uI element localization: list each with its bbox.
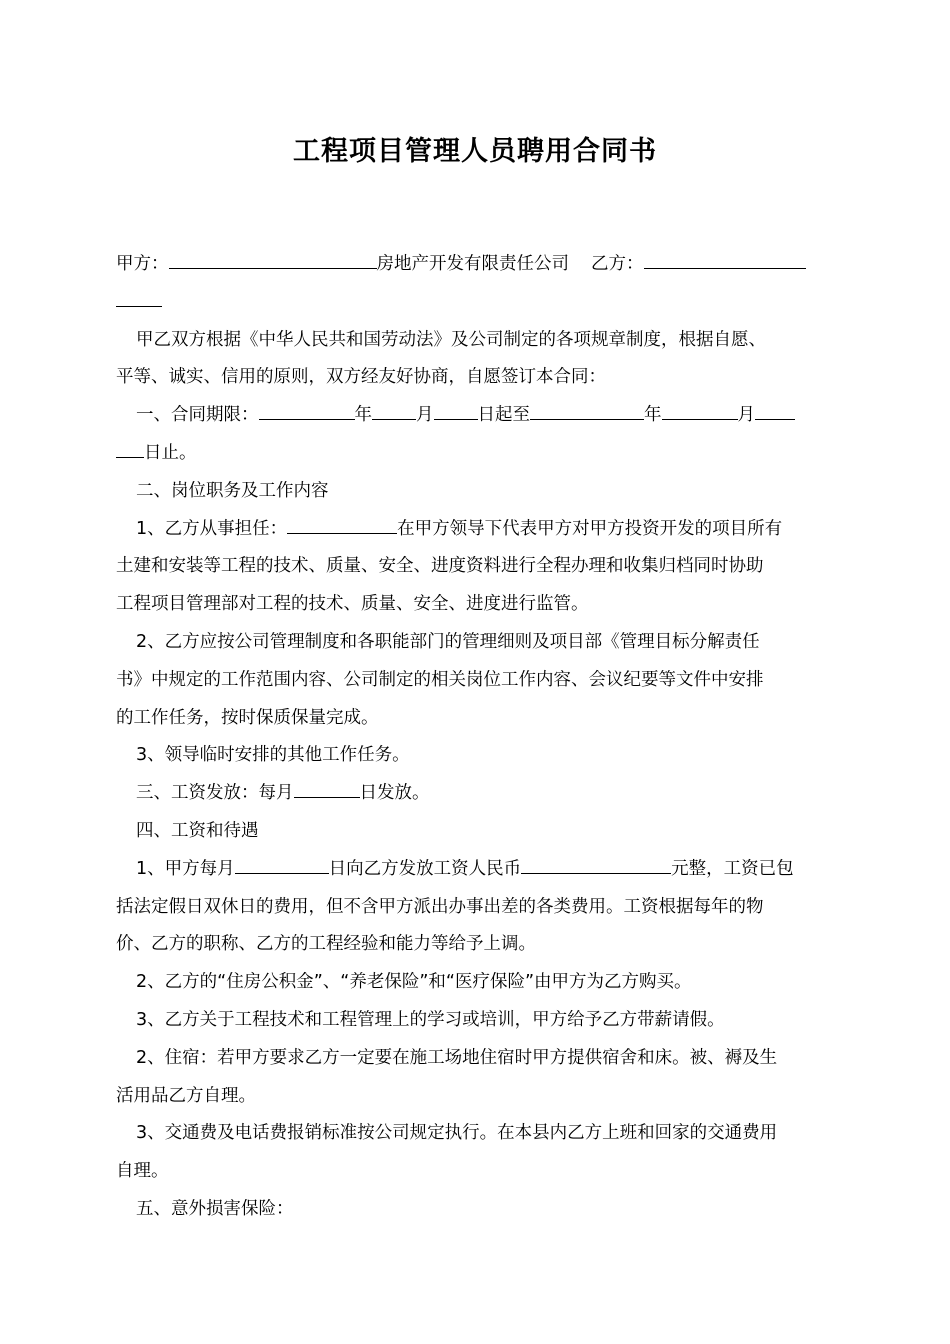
s2-item-2-line-2: 书》中规定的工作范围内容、公司制定的相关岗位工作内容、会议纪要等文件中安排	[116, 669, 764, 690]
s2-item-1-line-3: 工程项目管理部对工程的技术、质量、安全、进度进行监管。	[116, 594, 589, 615]
party-b-blank-continued	[116, 284, 836, 322]
s4-item-5-line-1: 3、交通费及电话费报销标准按公司规定执行。在本县内乙方上班和回家的交通费用	[136, 1123, 778, 1144]
end-day-blank-tail[interactable]	[116, 439, 144, 458]
end-year-blank[interactable]	[530, 401, 644, 420]
s4-item-4-line-2: 活用品乙方自理。	[116, 1085, 256, 1106]
s4-item-1-suffix: 元整，工资已包	[671, 858, 794, 879]
start-year-blank[interactable]	[259, 401, 355, 420]
s3-suffix: 日发放。	[359, 783, 430, 804]
end-month-blank[interactable]	[662, 401, 738, 420]
pay-day-blank[interactable]	[294, 779, 360, 798]
term-year-2: 年	[644, 405, 662, 426]
term-year-1: 年	[354, 405, 372, 426]
start-month-blank[interactable]	[372, 401, 416, 420]
s2-item-2-line-1: 2、乙方应按公司管理制度和各职能部门的管理细则及项目部《管理目标分解责任	[136, 631, 760, 652]
intro-line-1: 甲乙双方根据《中华人民共和国劳动法》及公司制定的各项规章制度，根据自愿、	[136, 329, 766, 350]
s4-item-5-line-2: 自理。	[116, 1161, 169, 1182]
start-day-blank[interactable]	[434, 401, 478, 420]
section-4-heading: 四、工资和待遇	[136, 820, 259, 841]
s4-item-1-line-1	[116, 851, 836, 889]
party-line	[116, 246, 836, 284]
s4-item-1-prefix: 1、甲方每月	[136, 858, 235, 879]
s2-item-2-line-3: 的工作任务，按时保质保量完成。	[116, 707, 379, 728]
s4-item-1-mid: 日向乙方发放工资人民币	[328, 858, 522, 879]
s2-item-1-line-2: 土建和安装等工程的技术、质量、安全、进度资料进行全程办理和收集归档同时协助	[116, 556, 764, 577]
contract-body	[116, 246, 836, 1229]
s2-item-1-rest: 在甲方领导下代表甲方对甲方投资开发的项目所有	[397, 518, 783, 539]
party-b-blank[interactable]	[644, 250, 806, 269]
term-month-2: 月	[737, 405, 755, 426]
salary-day-blank[interactable]	[235, 855, 329, 874]
s2-item-1-line-1	[116, 511, 836, 549]
page-title: 工程项目管理人员聘用合同书	[293, 136, 657, 167]
term-month-1: 月	[416, 405, 434, 426]
party-b-blank-tail[interactable]	[116, 286, 162, 307]
s4-item-1-line-2: 括法定假日双休日的费用，但不含甲方派出办事出差的各类费用。工资根据每年的物	[116, 896, 764, 917]
s2-item-1-prefix: 1、乙方从事担任：	[136, 518, 288, 539]
intro-line-2: 平等、诚实、信用的原则，双方经友好协商，自愿签订本合同：	[116, 367, 606, 388]
salary-amount-blank[interactable]	[521, 855, 671, 874]
s4-item-1-line-3: 价、乙方的职称、乙方的工程经验和能力等给予上调。	[116, 934, 536, 955]
party-a-label: 甲方：	[116, 254, 169, 274]
s2-item-3: 3、领导临时安排的其他工作任务。	[136, 745, 410, 766]
s4-item-2: 2、乙方的“住房公积金”、“养老保险”和“医疗保险”由甲方为乙方购买。	[136, 972, 692, 993]
term-label: 一、合同期限：	[136, 405, 259, 426]
section-3-line	[116, 775, 836, 813]
party-a-blank[interactable]	[169, 250, 377, 269]
s4-item-4-line-1: 2、住宿：若甲方要求乙方一定要在施工场地住宿时甲方提供宿舍和床。被、褥及生	[136, 1047, 778, 1068]
section-5-heading: 五、意外损害保险：	[136, 1198, 294, 1219]
contract-term-line-2	[116, 435, 836, 473]
s4-item-3: 3、乙方关于工程技术和工程管理上的学习或培训，甲方给予乙方带薪请假。	[136, 1009, 725, 1030]
end-day-blank[interactable]	[755, 401, 795, 420]
section-2-heading: 二、岗位职务及工作内容	[136, 480, 329, 501]
party-a-suffix: 房地产开发有限责任公司	[376, 254, 569, 274]
position-blank[interactable]	[287, 515, 397, 534]
contract-term-line	[116, 397, 836, 435]
term-end: 日止。	[144, 442, 197, 463]
party-b-label: 乙方：	[591, 254, 644, 274]
term-day-from: 日起至	[477, 405, 530, 426]
s3-prefix: 三、工资发放：每月	[136, 783, 294, 804]
